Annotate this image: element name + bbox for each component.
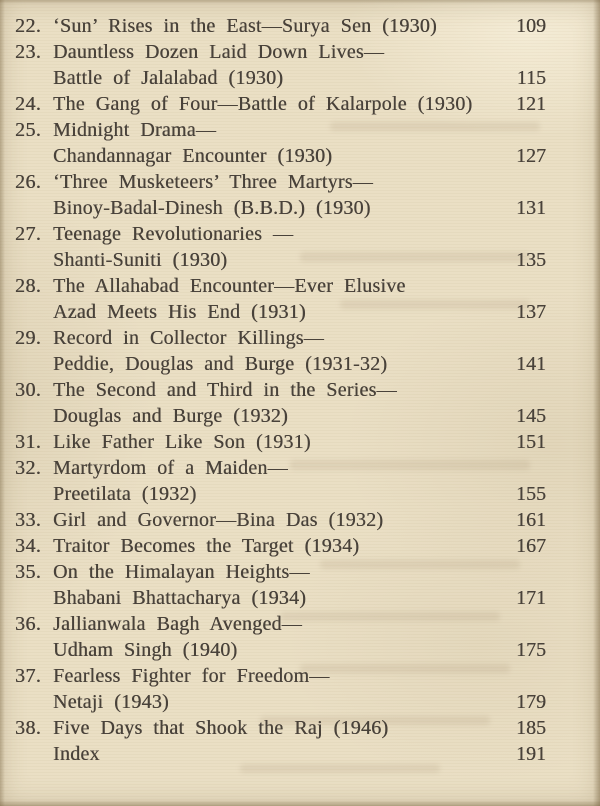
- toc-line: [15, 663, 546, 689]
- toc-line: [15, 195, 546, 221]
- entry-title: ‘Sun’ Rises in the East—Surya Sen (1930): [53, 15, 437, 37]
- entry-number: 24.: [15, 93, 42, 115]
- toc-line: [15, 65, 546, 91]
- entry-number: 36.: [15, 613, 42, 635]
- toc-line: [15, 377, 546, 403]
- entry-page-number: 115: [516, 67, 546, 89]
- entry-title: Five Days that Shook the Raj (1946): [53, 717, 389, 739]
- entry-title: Bhabani Bhattacharya (1934): [53, 587, 307, 609]
- entry-number: 37.: [15, 665, 42, 687]
- toc-line: [15, 533, 546, 559]
- toc-line: [15, 91, 546, 117]
- toc-line: [15, 507, 546, 533]
- entry-page-number: 137: [516, 301, 546, 323]
- toc-line: [15, 429, 546, 455]
- entry-page-number: 179: [516, 691, 546, 713]
- entry-page-number: 109: [516, 15, 546, 37]
- entry-page-number: 131: [516, 197, 546, 219]
- entry-page-number: 145: [516, 405, 546, 427]
- entry-title: On the Himalayan Heights—: [53, 561, 310, 583]
- entry-title: Martyrdom of a Maiden—: [53, 457, 288, 479]
- toc-line: [15, 247, 546, 273]
- entry-number: 25.: [15, 119, 42, 141]
- entry-title: ‘Three Musketeers’ Three Martyrs—: [53, 171, 373, 193]
- page-edge-shadow-top: [0, 0, 600, 4]
- entry-title: Douglas and Burge (1932): [53, 405, 288, 427]
- entry-number: 35.: [15, 561, 42, 583]
- toc-line: [15, 455, 546, 481]
- entry-title: The Second and Third in the Series—: [53, 379, 397, 401]
- entry-title: Battle of Jalalabad (1930): [53, 67, 284, 89]
- entry-title: Preetilata (1932): [53, 483, 197, 505]
- toc-line: [15, 741, 546, 767]
- toc-line: [15, 117, 546, 143]
- toc-line: [15, 481, 546, 507]
- toc-line: [15, 611, 546, 637]
- entry-title: Shanti-Suniti (1930): [53, 249, 228, 271]
- entry-number: 32.: [15, 457, 42, 479]
- toc-line: [15, 273, 546, 299]
- entry-title: Udham Singh (1940): [53, 639, 238, 661]
- entry-title: Record in Collector Killings—: [53, 327, 324, 349]
- entry-page-number: 121: [516, 93, 546, 115]
- entry-title: Girl and Governor—Bina Das (1932): [53, 509, 384, 531]
- entry-title: Peddie, Douglas and Burge (1931-32): [53, 353, 388, 375]
- entry-page-number: 175: [516, 639, 546, 661]
- entry-title: Teenage Revolutionaries —: [53, 223, 294, 245]
- entry-page-number: 127: [516, 145, 546, 167]
- entry-page-number: 167: [516, 535, 546, 557]
- entry-number: 30.: [15, 379, 42, 401]
- entry-title: Azad Meets His End (1931): [53, 301, 306, 323]
- entry-number: 29.: [15, 327, 42, 349]
- entry-title: The Allahabad Encounter—Ever Elusive: [53, 275, 406, 297]
- entry-page-number: 135: [516, 249, 546, 271]
- entry-title: Like Father Like Son (1931): [53, 431, 311, 453]
- entry-number: 26.: [15, 171, 42, 193]
- entry-number: 33.: [15, 509, 42, 531]
- page-edge-shadow-bottom: [0, 800, 600, 806]
- toc-line: [15, 39, 546, 65]
- entry-number: 31.: [15, 431, 42, 453]
- entry-page-number: 185: [516, 717, 546, 739]
- entry-page-number: 155: [516, 483, 546, 505]
- toc-line: [15, 403, 546, 429]
- entry-number: 22.: [15, 15, 42, 37]
- toc-line: [15, 13, 546, 39]
- entry-title: The Gang of Four—Battle of Kalarpole (1930): [53, 93, 473, 115]
- entry-page-number: 191: [516, 743, 546, 765]
- toc-line: [15, 221, 546, 247]
- entry-title: Netaji (1943): [53, 691, 169, 713]
- toc-line: [15, 559, 546, 585]
- entry-title: Midnight Drama—: [53, 119, 217, 141]
- entry-number: 27.: [15, 223, 42, 245]
- toc-line: [15, 689, 546, 715]
- toc-line: [15, 351, 546, 377]
- toc-line: [15, 715, 546, 741]
- entry-number: 38.: [15, 717, 42, 739]
- entry-page-number: 141: [516, 353, 546, 375]
- entry-number: 23.: [15, 41, 42, 63]
- entry-page-number: 171: [516, 587, 546, 609]
- toc-line: [15, 299, 546, 325]
- page-edge-shadow-left: [0, 0, 5, 806]
- toc-line: [15, 585, 546, 611]
- entry-title: Traitor Becomes the Target (1934): [53, 535, 360, 557]
- entry-title: Jallianwala Bagh Avenged—: [53, 613, 302, 635]
- entry-title: Dauntless Dozen Laid Down Lives—: [53, 41, 385, 63]
- entry-title: Binoy-Badal-Dinesh (B.B.D.) (1930): [53, 197, 371, 219]
- toc-line: [15, 325, 546, 351]
- entry-title: Index: [53, 743, 100, 765]
- entry-page-number: 151: [516, 431, 546, 453]
- page-edge-shadow-right: [593, 0, 600, 806]
- entry-title: Chandannagar Encounter (1930): [53, 145, 333, 167]
- entry-number: 34.: [15, 535, 42, 557]
- toc-line: [15, 637, 546, 663]
- toc-line: [15, 169, 546, 195]
- table-of-contents: [15, 13, 546, 767]
- entry-number: 28.: [15, 275, 42, 297]
- entry-title: Fearless Fighter for Freedom—: [53, 665, 330, 687]
- entry-page-number: 161: [516, 509, 546, 531]
- toc-line: [15, 143, 546, 169]
